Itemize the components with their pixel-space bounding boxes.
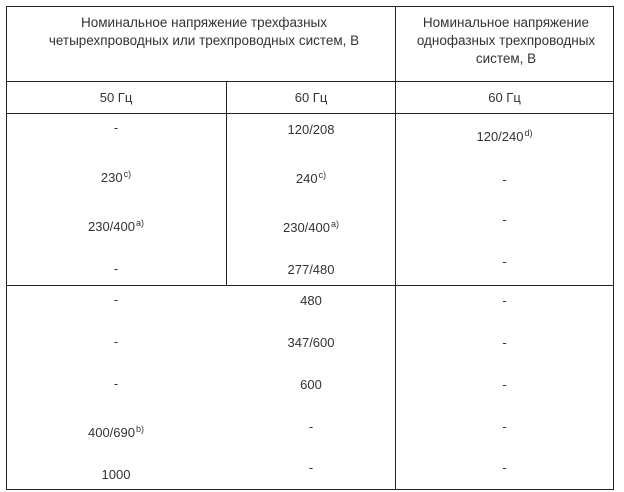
cell: 230$^{c)}$: [100, 169, 132, 185]
border-group: [6, 285, 614, 286]
border-left: [6, 6, 7, 490]
border-bottom: [6, 489, 614, 490]
header-50hz: 50 Гц: [99, 90, 133, 105]
border-top: [6, 6, 614, 7]
border-right: [613, 6, 614, 490]
cell: -: [308, 460, 314, 475]
cell: 240$^{c)}$: [295, 170, 327, 186]
header-single-phase: Номинальное напряжение однофазных трехпроводных систем, В: [416, 15, 596, 66]
cell: -: [113, 120, 119, 135]
cell: 230/400$^{a)}$: [282, 219, 339, 235]
cell: -: [502, 254, 507, 269]
cell: -: [113, 292, 119, 307]
cell: -: [308, 419, 314, 434]
cell: 277/480: [287, 262, 335, 277]
cell: 347/600: [287, 335, 335, 350]
cell: 400/690$^{b)}$: [87, 424, 144, 440]
cell: 480: [300, 293, 322, 308]
cell: -: [113, 261, 119, 276]
header-60hz: 60 Гц: [294, 90, 328, 105]
footnote-mark: c): [123, 169, 132, 179]
cell: 230/400$^{a)}$: [87, 218, 144, 234]
voltage-table: [6, 6, 614, 490]
cell: -: [113, 376, 119, 391]
cell: -: [502, 172, 507, 187]
header-60hz-single: 60 Гц: [488, 90, 521, 105]
header-three-phase: Номинальное напряжение трехфазных четырехпроводных или трехпроводных систем, В: [48, 15, 360, 48]
cell: -: [113, 334, 119, 349]
cell: 600: [300, 377, 322, 392]
footnote-mark: d): [524, 128, 533, 138]
cell: -: [502, 335, 507, 350]
footnote-mark: c): [318, 170, 327, 180]
footnote-mark: a): [330, 219, 339, 229]
cell: -: [502, 460, 507, 475]
cell: 120/208: [287, 122, 335, 137]
cell: 1000: [101, 467, 131, 482]
cell: -: [502, 419, 507, 434]
cell: -: [502, 377, 507, 392]
cell: -: [502, 293, 507, 308]
footnote-mark: b): [135, 424, 144, 434]
border-header: [6, 81, 614, 82]
footnote-mark: a): [135, 218, 144, 228]
cell: -: [502, 212, 507, 227]
border-subheader: [6, 113, 614, 114]
cell: 120/240$^{d)}$: [476, 128, 533, 144]
